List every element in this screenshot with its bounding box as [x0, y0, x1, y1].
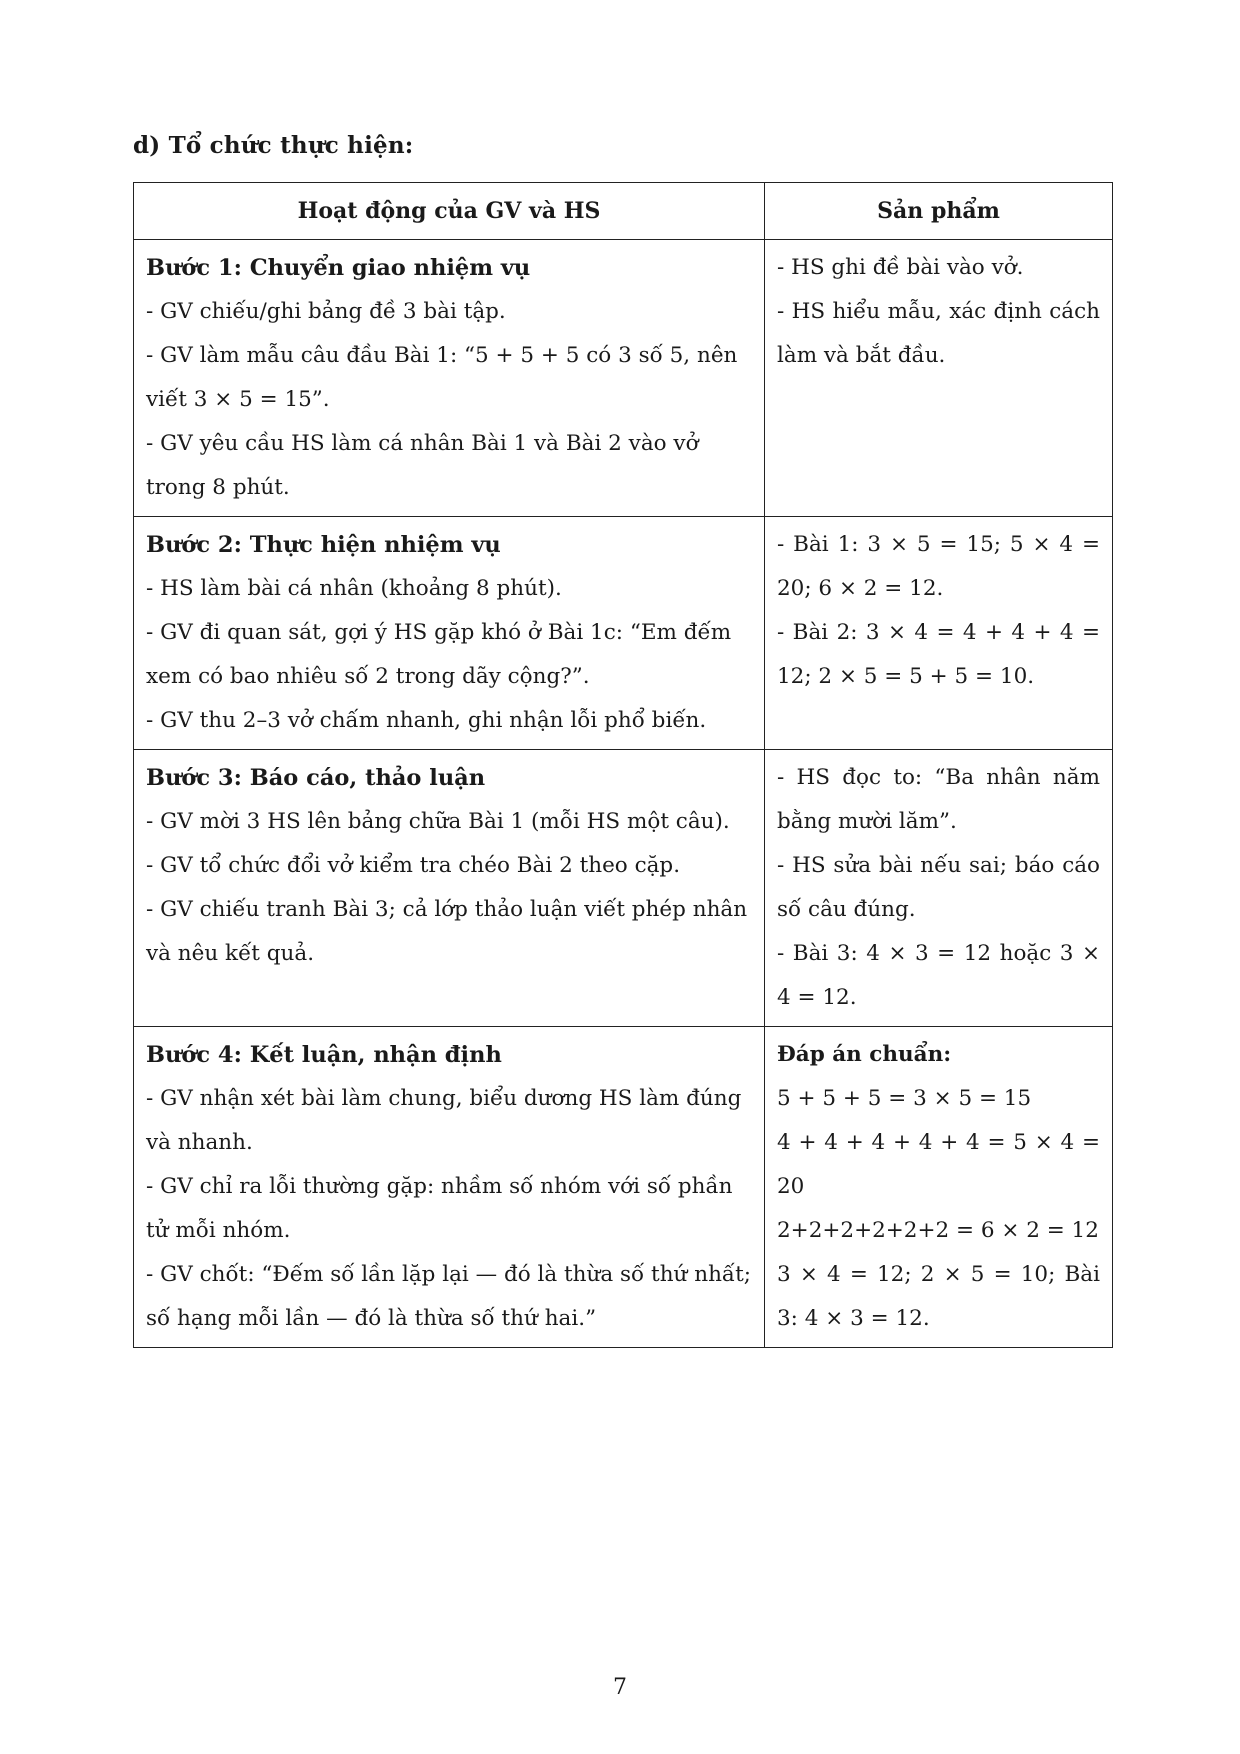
step-title: Bước 3: Báo cáo, thảo luận: [146, 765, 486, 791]
product-cell: [765, 240, 1113, 517]
activity-cell: [134, 1027, 765, 1348]
product-line: - Bài 2: 3 × 4 = 4 + 4 + 4 = 12; 2 × 5 = 5 + 5 = 10.: [777, 620, 1100, 689]
activity-line: - GV mời 3 HS lên bảng chữa Bài 1 (mỗi HS một câu).: [146, 809, 730, 834]
step-title: Bước 4: Kết luận, nhận định: [146, 1042, 502, 1068]
activity-line: - GV nhận xét bài làm chung, biểu dương HS làm đúng và nhanh.: [146, 1086, 742, 1155]
activity-line: - GV chỉ ra lỗi thường gặp: nhầm số nhóm với số phần tử mỗi nhóm.: [146, 1174, 733, 1243]
activity-table: [133, 182, 1113, 1348]
product-line: - HS sửa bài nếu sai; báo cáo số câu đúng.: [777, 853, 1100, 922]
activity-line: - GV đi quan sát, gợi ý HS gặp khó ở Bài 1c: “Em đếm xem có bao nhiêu số 2 trong dãy cộng?”.: [146, 620, 732, 689]
table-row: [134, 1027, 1113, 1348]
step-title: Bước 1: Chuyển giao nhiệm vụ: [146, 255, 531, 281]
section-heading: d) Tổ chức thực hiện:: [133, 132, 414, 159]
product-line: - Bài 1: 3 × 5 = 15; 5 × 4 = 20; 6 × 2 = 12.: [777, 532, 1100, 601]
product-cell: [765, 750, 1113, 1027]
product-line: 4 + 4 + 4 + 4 + 4 = 5 × 4 = 20: [777, 1130, 1100, 1199]
product-line: - HS ghi đề bài vào vở.: [777, 255, 1024, 280]
header-activities: Hoạt động của GV và HS: [134, 183, 765, 240]
table-row: [134, 240, 1113, 517]
step-title: Bước 2: Thực hiện nhiệm vụ: [146, 532, 501, 558]
product-line: 2+2+2+2+2+2 = 6 × 2 = 12: [777, 1218, 1099, 1243]
product-cell: [765, 1027, 1113, 1348]
activity-line: - HS làm bài cá nhân (khoảng 8 phút).: [146, 576, 562, 601]
activity-line: - GV yêu cầu HS làm cá nhân Bài 1 và Bài 2 vào vở trong 8 phút.: [146, 431, 699, 500]
answer-key-title: Đáp án chuẩn:: [777, 1042, 952, 1067]
product-line: 3 × 4 = 12; 2 × 5 = 10; Bài 3: 4 × 3 = 12.: [777, 1262, 1100, 1331]
product-line: - HS hiểu mẫu, xác định cách làm và bắt đầu.: [777, 299, 1100, 368]
activity-cell: [134, 750, 765, 1027]
product-line: - HS đọc to: “Ba nhân năm bằng mười lăm”.: [777, 765, 1100, 834]
product-cell: [765, 517, 1113, 750]
activity-cell: [134, 240, 765, 517]
activity-line: - GV làm mẫu câu đầu Bài 1: “5 + 5 + 5 có 3 số 5, nên viết 3 × 5 = 15”.: [146, 343, 738, 412]
product-line: - Bài 3: 4 × 3 = 12 hoặc 3 × 4 = 12.: [777, 941, 1100, 1010]
activity-cell: [134, 517, 765, 750]
activity-line: - GV chốt: “Đếm số lần lặp lại — đó là thừa số thứ nhất; số hạng mỗi lần — đó là thừa số thứ hai.”: [146, 1262, 751, 1331]
activity-line: - GV chiếu/ghi bảng đề 3 bài tập.: [146, 299, 506, 324]
header-products: Sản phẩm: [765, 183, 1113, 240]
product-line: 5 + 5 + 5 = 3 × 5 = 15: [777, 1086, 1032, 1111]
activity-line: - GV tổ chức đổi vở kiểm tra chéo Bài 2 theo cặp.: [146, 853, 681, 878]
table-header-row: [134, 183, 1113, 240]
activity-line: - GV thu 2–3 vở chấm nhanh, ghi nhận lỗi phổ biến.: [146, 708, 707, 733]
table-row: [134, 750, 1113, 1027]
activity-line: - GV chiếu tranh Bài 3; cả lớp thảo luận viết phép nhân và nêu kết quả.: [146, 897, 748, 966]
page-number: 7: [613, 1675, 627, 1700]
table-row: [134, 517, 1113, 750]
